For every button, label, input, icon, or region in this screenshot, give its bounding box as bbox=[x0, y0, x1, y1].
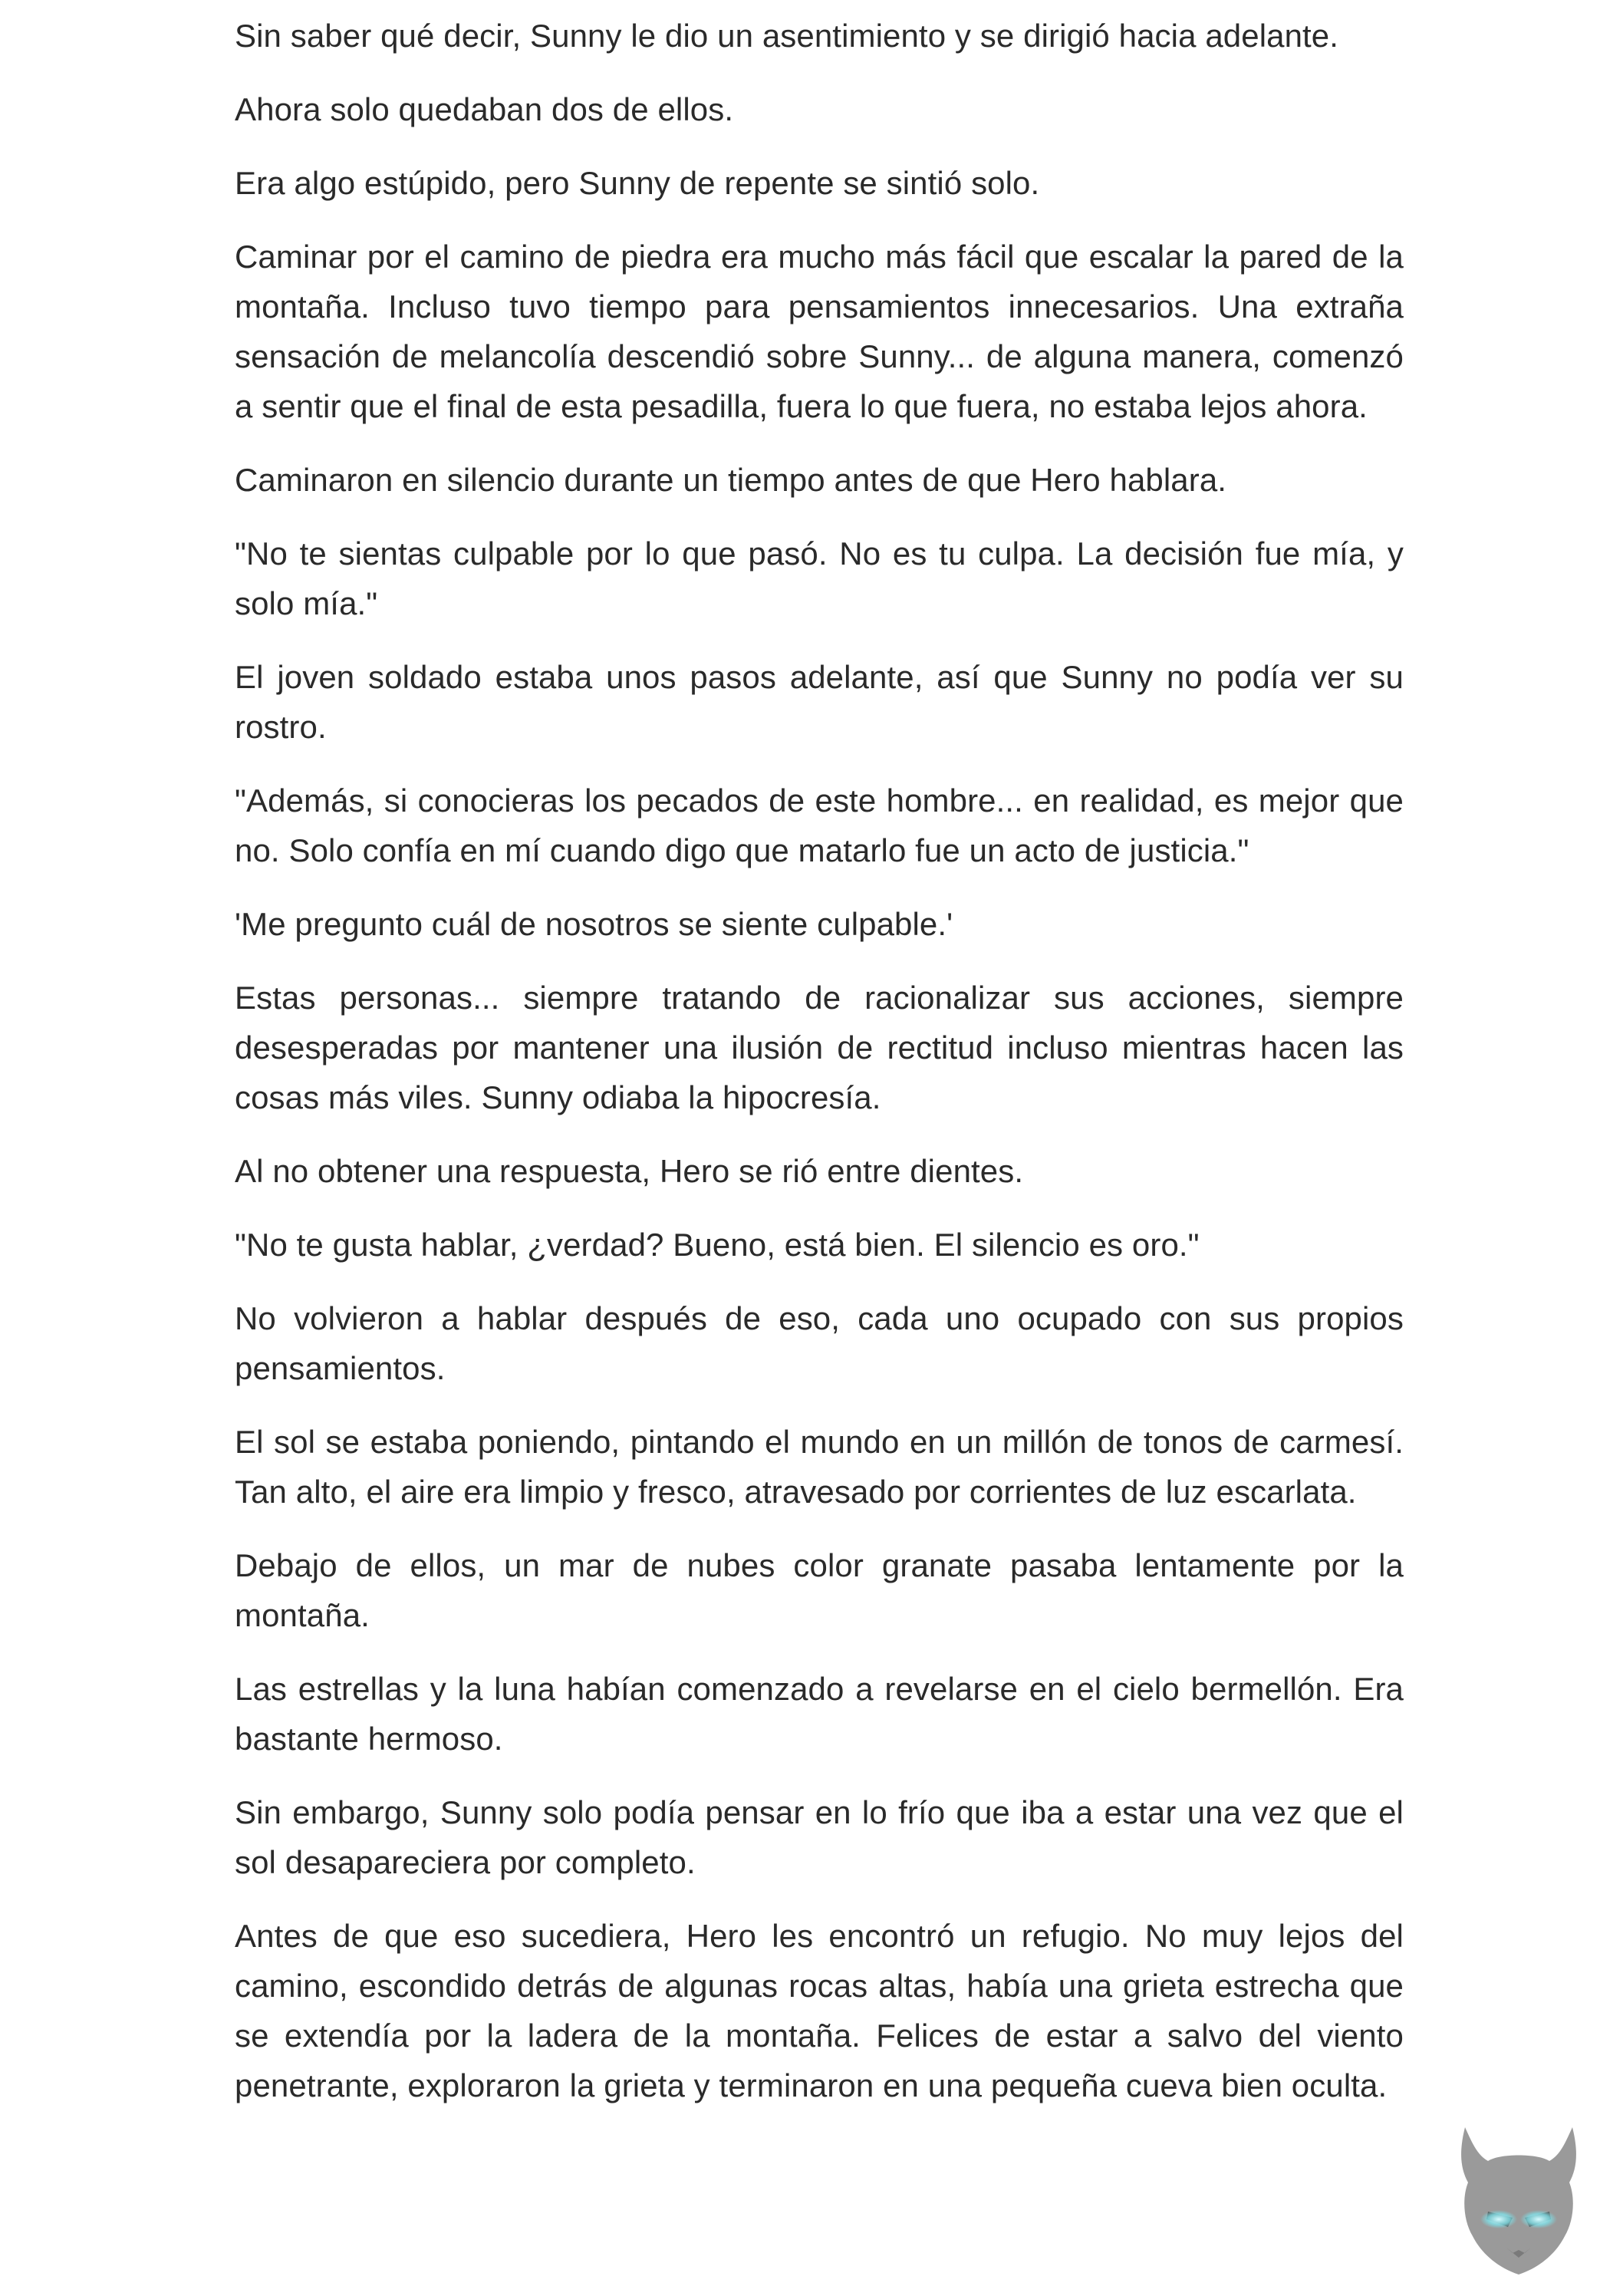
text-body bbox=[235, 0, 1404, 2110]
paragraph-15: Debajo de ellos, un mar de nubes color granate pasaba lentamente por la montaña. bbox=[235, 1547, 1404, 1633]
paragraph-17: Sin embargo, Sunny solo podía pensar en lo frío que iba a estar una vez que el sol desapareciera por completo. bbox=[235, 1794, 1404, 1880]
paragraph-10: Estas personas... siempre tratando de racionalizar sus acciones, siempre desesperadas por mantener una ilusión de rectitud incluso mientras hacen las cosas más viles. Sunny odiaba la hipocresía. bbox=[235, 980, 1404, 1115]
paragraph-16: Las estrellas y la luna habían comenzado a revelarse en el cielo bermellón. Era bastante hermoso. bbox=[235, 1671, 1404, 1757]
paragraph-18: Antes de que eso sucediera, Hero les encontró un refugio. No muy lejos del camino, escondido detrás de algunas rocas altas, había una grieta estrecha que se extendía por la ladera de la montaña. Felices de estar a salvo del viento penetrante, exploraron la grieta y terminaron en una pequeña cueva bien oculta. bbox=[235, 1918, 1404, 2103]
watermark-logo bbox=[1442, 2121, 1595, 2278]
paragraph-5: Caminaron en silencio durante un tiempo antes de que Hero hablara. bbox=[235, 462, 1227, 498]
paragraph-8: "Además, si conocieras los pecados de este hombre... en realidad, es mejor que no. Solo confía en mí cuando digo que matarlo fue un acto de justicia." bbox=[235, 782, 1404, 868]
paragraph-9: 'Me pregunto cuál de nosotros se siente culpable.' bbox=[235, 906, 953, 942]
paragraph-6: "No te sientas culpable por lo que pasó. No es tu culpa. La decisión fue mía, y solo mía." bbox=[235, 535, 1404, 621]
paragraph-4: Caminar por el camino de piedra era mucho más fácil que escalar la pared de la montaña. Incluso tuvo tiempo para pensamientos innecesarios. Una extraña sensación de melancolía descendió sobre Sunny... de alguna manera, comenzó a sentir que el final de esta pesadilla, fuera lo que fuera, no estaba lejos ahora. bbox=[235, 239, 1404, 424]
paragraph-14: El sol se estaba poniendo, pintando el mundo en un millón de tonos de carmesí. Tan alto, el aire era limpio y fresco, atravesado por corrientes de luz escarlata. bbox=[235, 1424, 1404, 1510]
paragraph-2: Ahora solo quedaban dos de ellos. bbox=[235, 91, 734, 127]
paragraph-12: "No te gusta hablar, ¿verdad? Bueno, está bien. El silencio es oro." bbox=[235, 1227, 1200, 1263]
paragraph-11: Al no obtener una respuesta, Hero se rió entre dientes. bbox=[235, 1153, 1024, 1189]
paragraph-7: El joven soldado estaba unos pasos adelante, así que Sunny no podía ver su rostro. bbox=[235, 659, 1404, 745]
paragraph-3: Era algo estúpido, pero Sunny de repente se sintió solo. bbox=[235, 165, 1040, 201]
document-page bbox=[235, 0, 1404, 2296]
paragraph-1: Sin saber qué decir, Sunny le dio un asentimiento y se dirigió hacia adelante. bbox=[235, 18, 1339, 54]
paragraph-13: No volvieron a hablar después de eso, cada uno ocupado con sus propios pensamientos. bbox=[235, 1300, 1404, 1386]
horned-demon-head-icon bbox=[1442, 2121, 1595, 2278]
